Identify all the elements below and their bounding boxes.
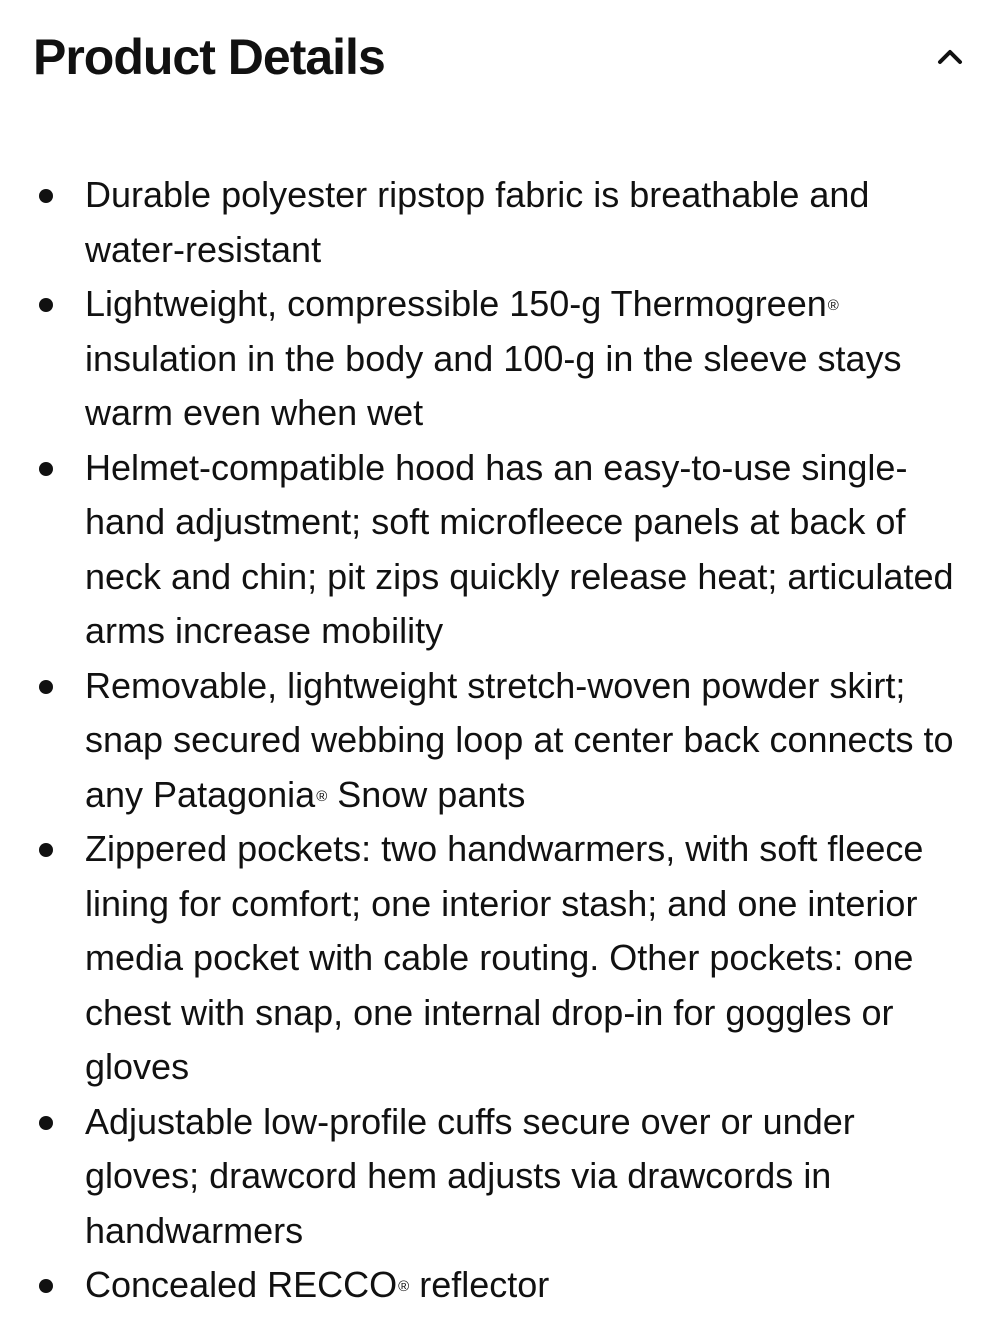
item-text: Snow pants (327, 773, 526, 815)
item-text: Lightweight, compressible 150-g Thermogreen (85, 283, 827, 324)
list-item (33, 277, 978, 441)
item-text: Concealed RECCO (85, 1264, 398, 1305)
registered-mark: ® (398, 1278, 410, 1295)
item-text: reflector (409, 1264, 550, 1305)
product-details-list (33, 168, 978, 1313)
item-text: Helmet-compatible hood has an easy-to-use single-hand adjustment; soft microfleece panels at back of neck and chin; pit zips quickly release heat; articulated arms increase mobility (85, 446, 954, 651)
item-text: Zippered pockets: two handwarmers, with soft fleece lining for comfort; one interior stash; and one interior media pocket with cable routing. Other pockets: one chest with snap, one internal drop-in for goggles or gloves (85, 828, 924, 1087)
item-text: Removable, lightweight stretch-woven powder skirt; snap secured webbing loop at center back connects to any Patagonia (85, 664, 954, 815)
list-item (33, 659, 978, 823)
registered-mark: ® (827, 297, 839, 314)
list-item (33, 168, 978, 277)
list-item (33, 822, 978, 1095)
list-item (33, 441, 978, 659)
chevron-up-icon[interactable] (928, 35, 972, 79)
item-text: Adjustable low-profile cuffs secure over or under gloves; drawcord hem adjusts via drawcords in handwarmers (85, 1100, 855, 1251)
item-text: insulation in the body and 100-g in the sleeve stays warm even when wet (85, 337, 902, 433)
item-text: Durable polyester ripstop fabric is breathable and water-resistant (85, 174, 870, 270)
registered-mark: ® (316, 787, 328, 805)
section-title: Product Details (33, 29, 385, 85)
section-header[interactable] (33, 22, 972, 92)
list-item (33, 1095, 978, 1259)
list-item (33, 1258, 978, 1313)
